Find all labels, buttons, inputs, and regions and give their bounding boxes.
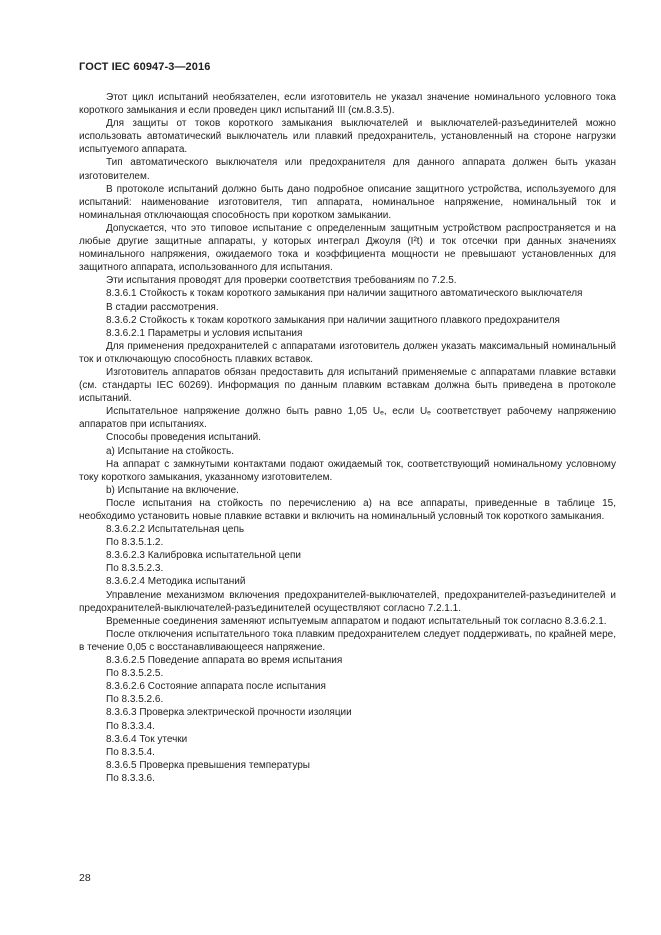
list-item: b) Испытание на включение. <box>106 484 239 496</box>
paragraph: В стадии рассмотрения. <box>106 301 219 313</box>
standard-header: ГОСТ IEC 60947-3—2016 <box>79 61 211 73</box>
paragraph: По 8.3.3.4. <box>106 720 155 732</box>
paragraph: Изготовитель аппаратов обязан предоставить для испытаний применяемые с аппаратами плавкие вставки (см. стандарты IEC 60269). Информация по данным плавким вставкам должна быть приведена в протоколе испытаний. <box>79 366 616 405</box>
paragraph: После отключения испытательного тока плавким предохранителем следует поддерживать, по крайней мере, в течение 0,05 с восстанавливающееся напряжение. <box>79 628 616 653</box>
section-heading: 8.3.6.2.2 Испытательная цепь <box>106 524 245 536</box>
list-item: a) Испытание на стойкость. <box>106 445 235 457</box>
section-heading: 8.3.6.5 Проверка превышения температуры <box>106 759 310 771</box>
paragraph: Испытательное напряжение должно быть равно 1,05 Uₑ, если Uₑ соответствует рабочему напряжению аппаратов при испытаниях. <box>79 406 616 431</box>
paragraph: По 8.3.5.1.2. <box>106 537 164 549</box>
section-heading: 8.3.6.1 Стойкость к токам короткого замыкания при наличии защитного автоматического выключателя <box>106 288 583 300</box>
paragraph: На аппарат с замкнутыми контактами подают ожидаемый ток, соответствующий номинальному условному току короткого замыкания, указанному изготовителем. <box>79 458 616 483</box>
paragraph: В протоколе испытаний должно быть дано подробное описание защитного устройства, используемого для испытаний: наименование изготовителя, тип аппарата, номинальное напряжение, номинальный ток и номинальная отключающая способность при коротком замыкании. <box>79 183 616 221</box>
paragraph: Для защиты от токов короткого замыкания выключателей и выключателей-разъединителей можно использовать автоматический выключатель или плавкий предохранитель, установленный на стороне нагрузки испытуемого аппарата. <box>79 118 616 156</box>
paragraph: По 8.3.5.4. <box>106 746 155 758</box>
section-heading: 8.3.6.2.5 Поведение аппарата во время испытания <box>106 655 343 667</box>
paragraph: Временные соединения заменяют испытуемым аппаратом и подают испытательный ток согласно 8.3.6.2.1. <box>106 615 607 627</box>
paragraph: Допускается, что это типовое испытание с определенным защитным устройством распространяется и на любые другие защитные аппараты, у которых интеграл Джоуля (I²t) и ток отсечки при данных значениях номинального напряжения, ожидаемого тока и коэффициента мощности не превышают установленных для защитного аппарата, использованного для испытания. <box>79 222 616 274</box>
paragraph: После испытания на стойкость по перечислению а) на все аппараты, приведенные в таблице 15, необходимо установить новые плавкие вставки и включить на номинальный условный ток короткого замыкания. <box>79 497 616 522</box>
paragraph: По 8.3.5.2.5. <box>106 668 164 680</box>
paragraph: Способы проведения испытаний. <box>106 432 262 444</box>
section-heading: 8.3.6.2.6 Состояние аппарата после испытания <box>106 681 326 693</box>
paragraph: Эти испытания проводят для проверки соответствия требованиям по 7.2.5. <box>106 275 457 287</box>
section-heading: 8.3.6.2.3 Калибровка испытательной цепи <box>106 550 301 562</box>
paragraph: По 8.3.5.2.6. <box>106 694 164 706</box>
section-heading: 8.3.6.2.4 Методика испытаний <box>106 576 246 588</box>
paragraph: По 8.3.5.2.3. <box>106 563 164 575</box>
page-number: 28 <box>79 872 91 884</box>
paragraph: Для применения предохранителей с аппаратами изготовитель должен указать максимальный номинальный ток и отключающую способность плавких вставок. <box>79 340 616 365</box>
section-heading: 8.3.6.2 Стойкость к токам короткого замыкания при наличии защитного плавкого предохранителя <box>106 314 560 326</box>
section-heading: 8.3.6.2.1 Параметры и условия испытания <box>106 327 303 339</box>
section-heading: 8.3.6.4 Ток утечки <box>106 733 188 745</box>
document-body <box>79 91 616 785</box>
paragraph: Тип автоматического выключателя или предохранителя для данного аппарата должен быть указан изготовителем. <box>79 157 616 182</box>
paragraph: По 8.3.3.6. <box>106 772 155 784</box>
section-heading: 8.3.6.3 Проверка электрической прочности изоляции <box>106 707 352 719</box>
paragraph: Этот цикл испытаний необязателен, если изготовитель не указал значение номинального условного тока короткого замыкания и если проведен цикл испытаний III (см.8.3.5). <box>79 92 616 117</box>
paragraph: Управление механизмом включения предохранителей-выключателей, предохранителей-разъединителей и предохранителей-выключателей-разъединителей осуществляют согласно 7.2.1.1. <box>79 589 616 614</box>
